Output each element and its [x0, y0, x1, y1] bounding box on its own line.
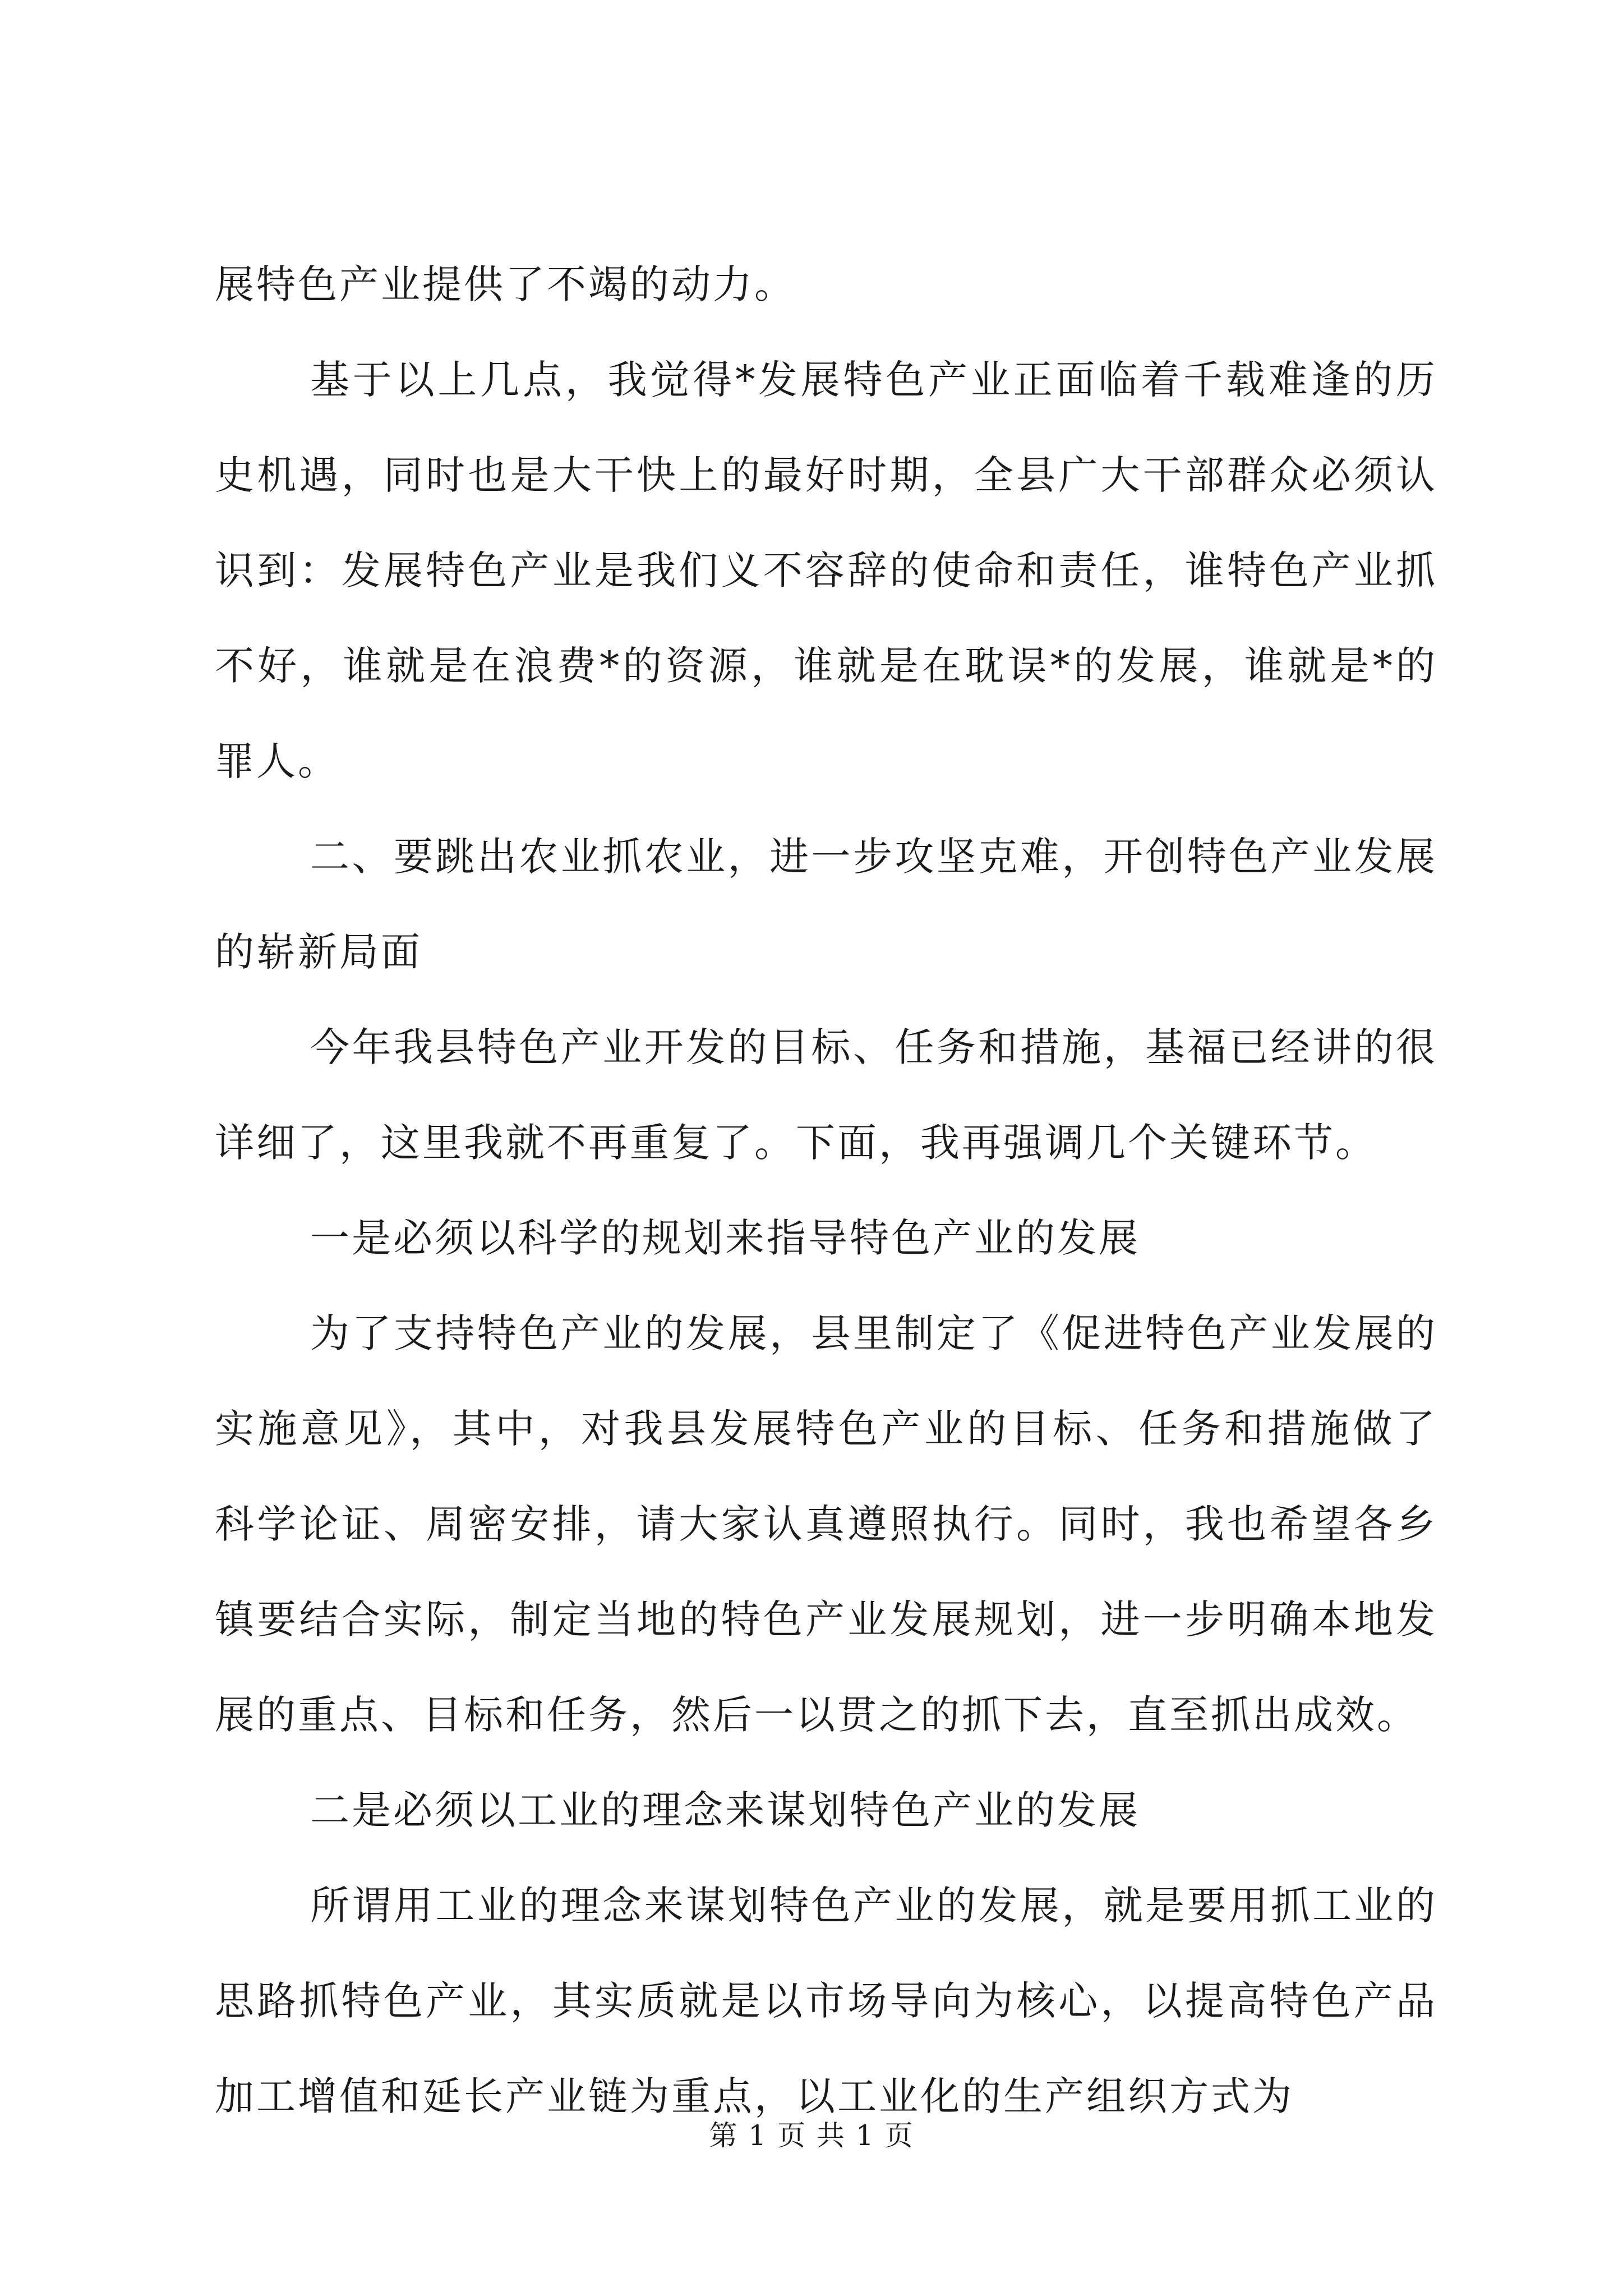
paragraph: 为了支持特色产业的发展，县里制定了《促进特色产业发展的实施意见》，其中，对我县发展特色产业的目标、任务和措施做了科学论证、周密安排，请大家认真遵照执行。同时，我也希望各乡镇要结合实际，制定当地的特色产业发展规划，进一步明确本地发展的重点、目标和任务，然后一以贯之的抓下去，直至抓出成效。	[215, 1310, 1437, 1738]
paragraph: 所谓用工业的理念来谋划特色产业的发展，就是要用抓工业的思路抓特色产业，其实质就是以市场导向为核心，以提高特色产品加工增值和延长产业链为重点，以工业化的生产组织方式为	[215, 1883, 1437, 2119]
subsection-heading: 一是必须以科学的规划来指导特色产业的发展	[310, 1215, 1140, 1261]
paragraph-continuation: 展特色产业提供了不竭的动力。	[215, 261, 796, 307]
section-heading: 二、要跳出农业抓农业，进一步攻坚克难，开创特色产业发展的崭新局面	[215, 834, 1437, 975]
subsection-heading: 二是必须以工业的理念来谋划特色产业的发展	[310, 1787, 1140, 1833]
paragraph: 基于以上几点，我觉得*发展特色产业正面临着千载难逢的历史机遇，同时也是大干快上的最好时期，全县广大干部群众必须认识到：发展特色产业是我们义不容辞的使命和责任，谁特色产业抓不好，谁就是在浪费*的资源，谁就是在耽误*的发展，谁就是*的罪人。	[215, 357, 1437, 784]
page-footer: 第 1 页 共 1 页	[709, 2119, 914, 2152]
document-body	[215, 237, 1437, 2144]
paragraph: 今年我县特色产业开发的目标、任务和措施，基福已经讲的很详细了，这里我就不再重复了。下面，我再强调几个关键环节。	[215, 1024, 1437, 1166]
